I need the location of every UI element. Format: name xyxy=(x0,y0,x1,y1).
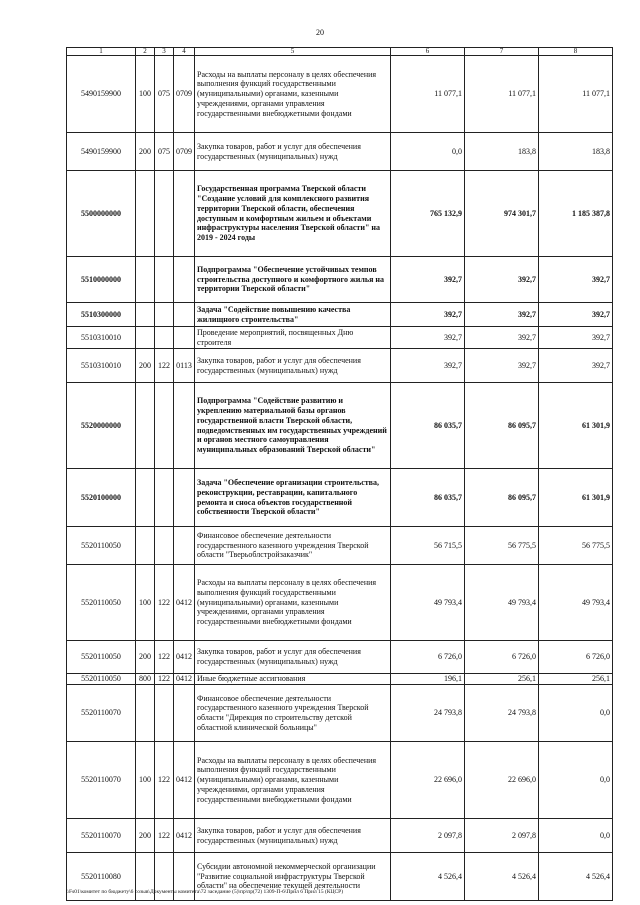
table-row xyxy=(67,171,613,257)
row-code: 5490159900 xyxy=(67,56,136,133)
row-value-col7: 86 095,7 xyxy=(465,469,539,527)
table-row xyxy=(67,383,613,469)
row-value-col8: 256,1 xyxy=(539,674,613,685)
row-name: Закупка товаров, работ и услуг для обеспечения государственных (муниципальных) нужд xyxy=(195,641,391,674)
header-cell-name: 5 xyxy=(195,48,391,56)
row-name: Расходы на выплаты персоналу в целях обеспечения выполнения функций государственными (муниципальными) органами, казенными учреждениями, органами управления государственными внебюджетными фондами xyxy=(195,742,391,819)
row-code: 5520110070 xyxy=(67,685,136,742)
table-row xyxy=(67,133,613,171)
row-value-col7: 86 095,7 xyxy=(465,383,539,469)
row-value-col8: 56 775,5 xyxy=(539,527,613,565)
table-row xyxy=(67,641,613,674)
row-name: Государственная программа Тверской области "Создание условий для комплексного развития территории Тверской области, обеспечения доступным и комфортным жильем и объектами инфраструктуры населения Тверской области" на 2019 - 2024 годы xyxy=(195,171,391,257)
row-code: 5520000000 xyxy=(67,383,136,469)
table-row xyxy=(67,257,613,303)
row-value-col6: 11 077,1 xyxy=(391,56,465,133)
row-expense-type xyxy=(136,171,155,257)
row-subsection: 0412 xyxy=(174,819,195,853)
row-value-col7: 392,7 xyxy=(465,303,539,327)
row-value-col8: 392,7 xyxy=(539,327,613,349)
row-value-col7: 974 301,7 xyxy=(465,171,539,257)
table-row xyxy=(67,303,613,327)
row-value-col6: 6 726,0 xyxy=(391,641,465,674)
header-cell-2: 2 xyxy=(136,48,155,56)
file-path-footer: \\Fs01\комитет по бюджету\6 созыв\Документы комитета\72 заседание (5)\пр\пр(72) 1309-П-6\Прил 6 Прил 15 (КЦСР) xyxy=(66,889,344,895)
row-value-col8: 392,7 xyxy=(539,303,613,327)
row-value-col7: 183,8 xyxy=(465,133,539,171)
row-subsection: 0412 xyxy=(174,641,195,674)
row-value-col7: 256,1 xyxy=(465,674,539,685)
header-cell-code: 1 xyxy=(67,48,136,56)
header-cell-7: 7 xyxy=(465,48,539,56)
row-expense-type: 200 xyxy=(136,349,155,383)
row-code: 5520110070 xyxy=(67,819,136,853)
row-expense-type xyxy=(136,303,155,327)
row-value-col8: 61 301,9 xyxy=(539,383,613,469)
row-value-col6: 392,7 xyxy=(391,327,465,349)
row-section: 122 xyxy=(155,674,174,685)
row-code: 5490159900 xyxy=(67,133,136,171)
row-name: Финансовое обеспечение деятельности государственного казенного учреждения Тверской области "Дирекция по строительству детской областной клинической больницы" xyxy=(195,685,391,742)
row-name: Подпрограмма "Содействие развитию и укреплению материальной базы органов государственной власти Тверской области, подведомственных им государственных учреждений и органов местного самоуправления муниципальных образований Тверской области" xyxy=(195,383,391,469)
row-value-col6: 392,7 xyxy=(391,303,465,327)
row-subsection xyxy=(174,383,195,469)
row-expense-type xyxy=(136,257,155,303)
row-subsection: 0113 xyxy=(174,349,195,383)
row-expense-type xyxy=(136,327,155,349)
row-name: Финансовое обеспечение деятельности государственного казенного учреждения Тверской области "Тверьоблстройзаказчик" xyxy=(195,527,391,565)
row-code: 5510000000 xyxy=(67,257,136,303)
row-name: Задача "Содействие повышению качества жилищного строительства" xyxy=(195,303,391,327)
row-expense-type: 200 xyxy=(136,641,155,674)
table-row xyxy=(67,327,613,349)
row-code: 5510300000 xyxy=(67,303,136,327)
row-value-col6: 0,0 xyxy=(391,133,465,171)
row-code: 5520110050 xyxy=(67,527,136,565)
table-row xyxy=(67,56,613,133)
row-value-col7: 2 097,8 xyxy=(465,819,539,853)
row-value-col8: 4 526,4 xyxy=(539,853,613,901)
row-value-col6: 392,7 xyxy=(391,349,465,383)
row-section: 075 xyxy=(155,56,174,133)
row-code: 5500000000 xyxy=(67,171,136,257)
row-expense-type xyxy=(136,527,155,565)
row-section: 122 xyxy=(155,349,174,383)
row-expense-type xyxy=(136,685,155,742)
row-name: Расходы на выплаты персоналу в целях обеспечения выполнения функций государственными (муниципальными) органами, казенными учреждениями, органами управления государственными внебюджетными фондами xyxy=(195,56,391,133)
row-value-col7: 6 726,0 xyxy=(465,641,539,674)
row-section: 075 xyxy=(155,133,174,171)
row-name: Субсидии автономной некоммерческой организации "Развитие социальной инфраструктуры Тверской области" на обеспечение текущей деятельности xyxy=(195,853,391,901)
budget-table xyxy=(66,47,613,901)
page-number: 20 xyxy=(316,28,324,37)
header-row xyxy=(67,48,613,56)
row-expense-type: 100 xyxy=(136,56,155,133)
row-name: Иные бюджетные ассигнования xyxy=(195,674,391,685)
row-section xyxy=(155,303,174,327)
row-subsection: 0709 xyxy=(174,133,195,171)
table-row xyxy=(67,469,613,527)
row-value-col6: 22 696,0 xyxy=(391,742,465,819)
row-expense-type: 100 xyxy=(136,742,155,819)
row-code: 5520110050 xyxy=(67,674,136,685)
row-value-col8: 0,0 xyxy=(539,819,613,853)
row-section xyxy=(155,685,174,742)
row-name: Закупка товаров, работ и услуг для обеспечения государственных (муниципальных) нужд xyxy=(195,349,391,383)
row-value-col7: 56 775,5 xyxy=(465,527,539,565)
row-section: 122 xyxy=(155,819,174,853)
row-value-col7: 392,7 xyxy=(465,349,539,383)
row-expense-type: 200 xyxy=(136,819,155,853)
row-section xyxy=(155,383,174,469)
row-code: 5520100000 xyxy=(67,469,136,527)
row-code: 5510310010 xyxy=(67,349,136,383)
row-value-col8: 6 726,0 xyxy=(539,641,613,674)
row-code: 5520110080 xyxy=(67,853,136,901)
table-row xyxy=(67,565,613,641)
row-code: 5520110050 xyxy=(67,641,136,674)
row-value-col6: 86 035,7 xyxy=(391,383,465,469)
row-value-col6: 56 715,5 xyxy=(391,527,465,565)
row-subsection xyxy=(174,171,195,257)
row-name: Расходы на выплаты персоналу в целях обеспечения выполнения функций государственными (муниципальными) органами, казенными учреждениями, органами управления государственными внебюджетными фондами xyxy=(195,565,391,641)
row-value-col6: 765 132,9 xyxy=(391,171,465,257)
row-code: 5520110070 xyxy=(67,742,136,819)
table-row xyxy=(67,819,613,853)
row-code: 5520110050 xyxy=(67,565,136,641)
row-section: 122 xyxy=(155,565,174,641)
table-row xyxy=(67,527,613,565)
row-expense-type xyxy=(136,383,155,469)
row-subsection xyxy=(174,257,195,303)
row-section xyxy=(155,327,174,349)
row-value-col6: 2 097,8 xyxy=(391,819,465,853)
row-value-col7: 24 793,8 xyxy=(465,685,539,742)
row-subsection xyxy=(174,527,195,565)
row-section xyxy=(155,527,174,565)
row-value-col7: 49 793,4 xyxy=(465,565,539,641)
row-name: Подпрограмма "Обеспечение устойчивых темпов строительства доступного и комфортного жилья на территории Тверской области" xyxy=(195,257,391,303)
row-expense-type: 200 xyxy=(136,133,155,171)
header-cell-8: 8 xyxy=(539,48,613,56)
row-section xyxy=(155,469,174,527)
table-row xyxy=(67,685,613,742)
table-row xyxy=(67,349,613,383)
row-value-col7: 4 526,4 xyxy=(465,853,539,901)
row-value-col8: 392,7 xyxy=(539,257,613,303)
table-row xyxy=(67,674,613,685)
row-subsection: 0412 xyxy=(174,742,195,819)
row-value-col8: 1 185 387,8 xyxy=(539,171,613,257)
row-section: 122 xyxy=(155,641,174,674)
row-value-col8: 0,0 xyxy=(539,685,613,742)
row-section xyxy=(155,257,174,303)
row-expense-type xyxy=(136,469,155,527)
row-subsection: 0412 xyxy=(174,674,195,685)
row-name: Проведение мероприятий, посвященных Дню строителя xyxy=(195,327,391,349)
row-value-col6: 4 526,4 xyxy=(391,853,465,901)
row-subsection xyxy=(174,685,195,742)
row-value-col6: 49 793,4 xyxy=(391,565,465,641)
row-value-col7: 392,7 xyxy=(465,327,539,349)
row-name: Закупка товаров, работ и услуг для обеспечения государственных (муниципальных) нужд xyxy=(195,819,391,853)
row-name: Закупка товаров, работ и услуг для обеспечения государственных (муниципальных) нужд xyxy=(195,133,391,171)
row-section xyxy=(155,171,174,257)
row-value-col6: 24 793,8 xyxy=(391,685,465,742)
header-cell-6: 6 xyxy=(391,48,465,56)
header-cell-3: 3 xyxy=(155,48,174,56)
row-value-col6: 392,7 xyxy=(391,257,465,303)
row-value-col7: 22 696,0 xyxy=(465,742,539,819)
row-value-col8: 183,8 xyxy=(539,133,613,171)
row-subsection xyxy=(174,469,195,527)
row-value-col8: 0,0 xyxy=(539,742,613,819)
row-expense-type: 100 xyxy=(136,565,155,641)
row-subsection xyxy=(174,327,195,349)
row-subsection: 0709 xyxy=(174,56,195,133)
row-subsection xyxy=(174,303,195,327)
row-value-col6: 196,1 xyxy=(391,674,465,685)
row-value-col8: 11 077,1 xyxy=(539,56,613,133)
row-value-col8: 61 301,9 xyxy=(539,469,613,527)
row-code: 5510310010 xyxy=(67,327,136,349)
row-value-col7: 392,7 xyxy=(465,257,539,303)
row-name: Задача "Обеспечение организации строительства, реконструкции, реставрации, капитального ремонта и сноса объектов государственной собственности Тверской области" xyxy=(195,469,391,527)
row-subsection: 0412 xyxy=(174,565,195,641)
row-expense-type: 800 xyxy=(136,674,155,685)
row-section: 122 xyxy=(155,742,174,819)
row-value-col7: 11 077,1 xyxy=(465,56,539,133)
header-cell-4: 4 xyxy=(174,48,195,56)
table-row xyxy=(67,742,613,819)
row-value-col8: 392,7 xyxy=(539,349,613,383)
row-value-col6: 86 035,7 xyxy=(391,469,465,527)
row-value-col8: 49 793,4 xyxy=(539,565,613,641)
